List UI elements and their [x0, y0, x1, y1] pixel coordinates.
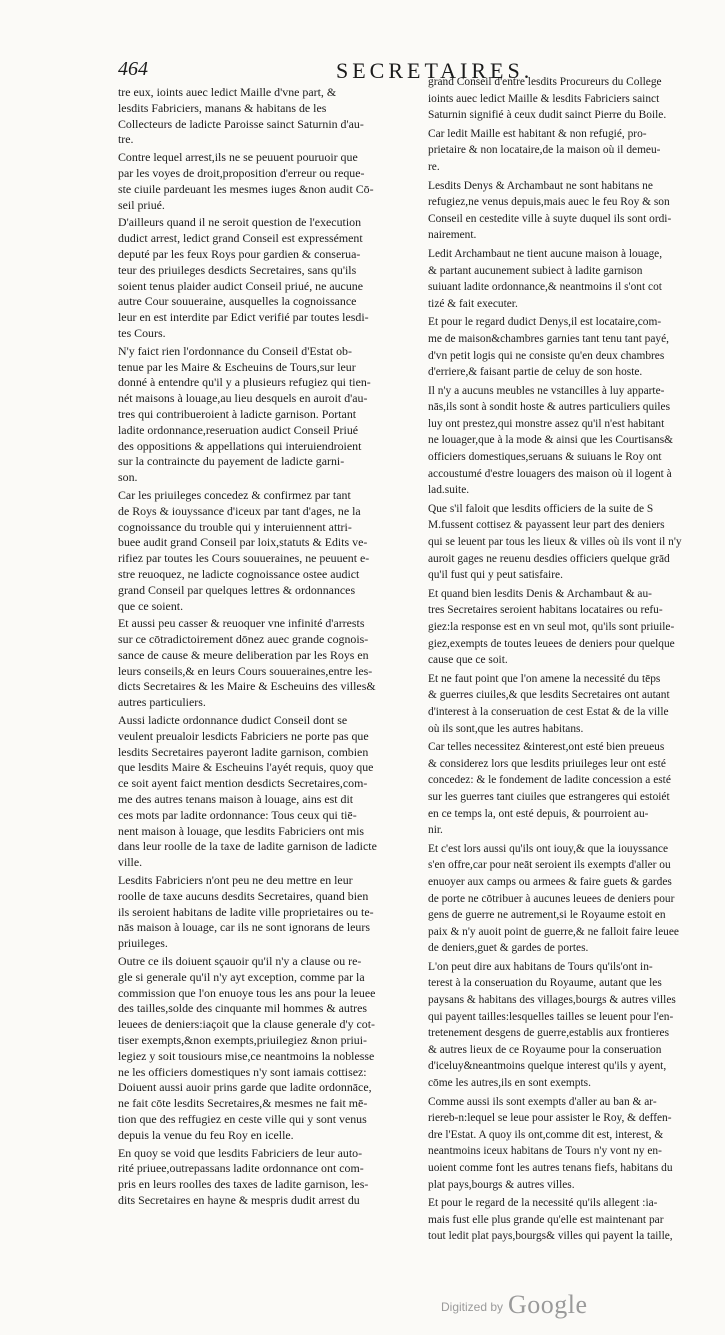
paragraph — [118, 616, 414, 711]
text-line: autre Cour souueraine, ausquelles la cognoissance — [118, 294, 357, 309]
text-line: ce soit ayent faict mention desdicts Secretaires,com- — [118, 776, 368, 791]
paragraph — [118, 85, 414, 148]
text-line: Conseil en cestedite ville à suyte duquel ils sont ordi- — [428, 212, 672, 225]
text-line: roolle de taxe aucuns desdits Secretaires, quand bien — [118, 888, 369, 903]
text-line: de Roys & iouyssance d'iceux par tant d'ages, ne la — [118, 503, 361, 518]
text-line: ioints auec ledict Maille & lesdits Fabriciers sainct — [428, 92, 660, 105]
text-line: leur en est interdite par Edict verifié par toutes lesdi- — [118, 310, 369, 325]
text-line: lad.suite. — [428, 484, 470, 497]
text-line: leurs conseils,& en leurs Cours souueraines,entre les- — [118, 663, 373, 678]
text-line: deputé par les feux Roys pour gardien & conserua- — [118, 246, 361, 261]
text-line: dits Secretaires en hayne & mespris dudit arrest du — [118, 1192, 360, 1207]
text-line: dicts Secretaires & les Maire & Escheuins des villes& — [118, 679, 376, 694]
text-line: tes Cours. — [118, 325, 166, 340]
text-line: cognoissance du trouble qui y interuiennent attri- — [118, 519, 352, 534]
text-line: veulent preualoir lesdicts Fabriciers ne porte pas que — [118, 728, 369, 743]
text-line: sur les guerres tant ciuiles que estrangeres qui estoiét — [428, 790, 670, 803]
paragraph — [118, 713, 414, 871]
text-line: d'iceluy&neantmoins quelque interest qu'ils y ayent, — [428, 1060, 667, 1073]
text-line: Doiuent aussi auoir prins garde que ladite ordonnāce, — [118, 1080, 372, 1095]
text-line: riereb-n:lequel se leue pour assister le Roy, & deffen- — [428, 1112, 672, 1125]
text-line: ville. — [118, 855, 143, 870]
text-line: s'en offre,car pour neāt seroient ils exempts d'aller ou — [428, 859, 671, 872]
text-line: priuileges. — [118, 936, 168, 951]
text-line: sur la contraincte du payement de ladicte garni- — [118, 454, 345, 469]
text-line: rité priuee,outrepassans ladite ordonnance ont com- — [118, 1161, 364, 1176]
text-line: D'ailleurs quand il ne seroit question de l'execution — [118, 215, 362, 230]
text-line: commission que l'on enuoye tous les ans pour la leuee — [118, 985, 376, 1000]
text-line: Outre ce ils doiuent sçauoir qu'il n'y a clause ou re- — [118, 954, 362, 969]
paragraph — [428, 1094, 710, 1194]
text-line: qui payent tailles:lesquelles tailles se leuent pour l'en- — [428, 1010, 674, 1023]
text-line: Car telles necessitez &interest,ont esté bien preueus — [428, 741, 665, 754]
text-line: Et pour le regard dudict Denys,il est locataire,com- — [428, 316, 662, 329]
text-line: donné à entendre qu'il y a plusieurs refugiez qui tien- — [118, 375, 371, 390]
text-line: ladite ordonnance,reseruation audict Conseil Priué — [118, 422, 359, 437]
text-line: suiuant ladite ordonnance,& neantmoins il s'ont cot — [428, 281, 662, 294]
text-line: tizé & fait executer. — [428, 297, 518, 310]
digitized-by-label: Digitized by — [441, 1300, 504, 1314]
text-line: seil priué. — [118, 197, 165, 212]
paragraph — [428, 314, 710, 380]
paragraph — [428, 74, 710, 124]
text-line: N'y faict rien l'ordonnance du Conseil d'Estat ob- — [118, 343, 352, 358]
text-line: Saturnin signifié à ceux dudit sainct Pierre du Boile. — [428, 109, 667, 122]
paragraph — [428, 178, 710, 244]
paragraph — [428, 383, 710, 499]
text-line: sur ce cōtradictoirement dōnez auec grande cognois- — [118, 632, 369, 647]
text-line: par les voyes de droit,proposition d'erreur ou reque- — [118, 165, 365, 180]
text-line: Collecteurs de ladicte Paroisse sainct Saturnin d'au- — [118, 116, 364, 131]
text-line: & guerres ciuiles,& que lesdits Secretaires ont autant — [428, 689, 670, 702]
text-line: Et aussi peu casser & reuoquer vne infinité d'arrests — [118, 616, 365, 631]
text-line: tres Secretaires seroient habitans locataires ou refu- — [428, 604, 663, 617]
text-line: & partant aucunement subiect à ladite garnison — [428, 264, 643, 277]
text-line: tretenement desgens de guerre,establis aux frontieres — [428, 1027, 670, 1040]
text-line: leuees de deniers:iaçoit que la clause generale d'y cot- — [118, 1017, 376, 1032]
text-line: enuoyer aux camps ou armees & faire guets & gardes — [428, 875, 672, 888]
text-line: nent maison à louage, que lesdits Fabriciers ont mis — [118, 823, 365, 838]
text-line: gle si generale qu'il n'y ayt exception, comme par la — [118, 969, 365, 984]
paragraph — [428, 959, 710, 1092]
text-line: cause que ce soit. — [428, 654, 508, 667]
text-line: nét maisons à louage,au lieu desquels en auroit d'au- — [118, 391, 368, 406]
text-line: ne louager,que à la mode & ainsi que les Courtisans& — [428, 434, 674, 447]
paragraph — [118, 215, 414, 341]
text-line: que ce soient. — [118, 598, 184, 613]
text-line: ste ciuile pardeuant les mesmes iuges &non audit Cō- — [118, 181, 374, 196]
text-line: ne fait cōte lesdits Secretaires,& mesmes ne fait mē- — [118, 1096, 368, 1111]
text-line: Ledit Archambaut ne tient aucune maison à louage, — [428, 247, 663, 260]
text-line: cōme les autres,ils en sont exempts. — [428, 1077, 591, 1090]
running-title: SECRETAIRES. — [336, 58, 534, 83]
text-line: me des autres tenans maison à louage, ains est dit — [118, 792, 354, 807]
text-line: Il n'y a aucuns meubles ne vstancilles à luy apparte- — [428, 384, 665, 397]
text-line: plat pays,bourgs & autres villes. — [428, 1178, 575, 1191]
text-line: Car les priuileges concedez & confirmez par tant — [118, 487, 351, 502]
text-line: Et pour le regard de la necessité qu'ils allegent :ia- — [428, 1197, 658, 1210]
paragraph — [118, 873, 414, 952]
text-line: qu'il fust qui y peut satisfaire. — [428, 569, 563, 582]
text-line: paysans & habitans des villages,bourgs & autres villes — [428, 994, 676, 1007]
text-line: son. — [118, 470, 138, 485]
text-line: gens de guerre ne autrement,si le Royaume estoit en — [428, 909, 666, 922]
text-line: tre eux, ioints auec ledict Maille d'vne part, & — [118, 85, 337, 99]
text-line: buee audit grand Conseil par loix,statuts & Edits ve- — [118, 535, 368, 550]
text-line: stre reuoquez, ne ladicte cognoissance ostee audict — [118, 566, 360, 581]
paragraph — [118, 1146, 414, 1209]
text-line: tion que des reffugiez en ceste ville qui y sont venus — [118, 1112, 367, 1126]
text-line: Comme aussi ils sont exempts d'aller au ban & ar- — [428, 1095, 657, 1108]
text-line: dre l'Estat. A quoy ils ont,comme dit est, interest, & — [428, 1128, 664, 1141]
text-line: lesdits Fabriciers, manans & habitans de les — [118, 100, 327, 115]
text-line: terest à la conseruation du Royaume, autant que les — [428, 977, 662, 990]
text-line: d'interest à la conseruation de cest Estat & de la ville — [428, 705, 669, 718]
text-line: giez,exempts de toutes leuees de deniers pour quelque — [428, 637, 675, 650]
text-line: & autres lieux de ce Royaume pour la conseruation — [428, 1043, 662, 1056]
text-line: prietaire & non locataire,de la maison où il demeu- — [428, 144, 661, 157]
text-line: où ils sont,que les autres habitans. — [428, 722, 584, 735]
text-line: grand Conseil par quelques lettres & ordonnances — [118, 582, 356, 597]
text-line: autres particuliers. — [118, 695, 206, 710]
text-line: concedez: & le fondement de ladite concession a esté — [428, 774, 671, 787]
paragraph — [428, 501, 710, 584]
text-line: nir. — [428, 824, 443, 837]
paragraph — [428, 739, 710, 839]
text-line: nairement. — [428, 229, 477, 242]
text-line: pris en leurs roolles des taxes de ladite garnison, les- — [118, 1177, 369, 1192]
text-line: officiers domestiques,seruans & suiuans le Roy ont — [428, 451, 662, 464]
text-line: me de maison&chambres garnies tant tenu tant payé, — [428, 332, 670, 345]
text-line: tout ledit plat pays,bourgs& villes qui payent la taille, — [428, 1230, 673, 1243]
left-column — [118, 85, 414, 1211]
text-line: dudict arrest, ledict grand Conseil est expressément — [118, 231, 363, 246]
text-line: des tailles,solde des cinquante mil hommes & autres — [118, 1001, 367, 1016]
paragraph — [118, 344, 414, 486]
text-line: giez:la response est en vn seul mot, qu'ils sont priuile- — [428, 621, 675, 633]
text-line: Lesdits Denys & Archambaut ne sont habitans ne — [428, 179, 653, 192]
text-line: dans leur roolle de la taxe de ladite garnison de ladicte — [118, 839, 377, 854]
page-number: 464 — [118, 58, 148, 80]
text-line: des oppositions & appellations qui interuiendroient — [118, 438, 362, 453]
text-line: paix & n'y auoit point de guerre,& ne falloit faire leuee — [428, 925, 679, 938]
text-line: tre. — [118, 132, 134, 147]
paragraph — [118, 488, 414, 614]
text-line: depuis la venue du feu Roy en icelle. — [118, 1127, 294, 1142]
text-line: de deniers,guet & gardes de portes. — [428, 942, 589, 955]
text-line: Et quand bien lesdits Denis & Archambaut & au- — [428, 587, 652, 600]
text-line: d'vn petit logis qui ne consiste qu'en deux chambres — [428, 349, 665, 362]
digitization-watermark — [441, 1290, 641, 1322]
text-line: grand Conseil d'entre lesdits Procureurs du College — [428, 76, 662, 88]
text-line: ces mots par ladite ordonnance: Tous ceux qui tiē- — [118, 807, 357, 822]
text-line: Que s'il faloit que lesdits officiers de la suite de S — [428, 502, 654, 515]
paragraph — [118, 954, 414, 1144]
text-line: ils seroient habitans de ladite ville proprietaires ou te- — [118, 904, 374, 919]
text-line: nās,ils sont à sondit hoste & autres particuliers quiles — [428, 401, 671, 414]
text-line: rifiez par toutes les Cours souueraines, ne peuuent e- — [118, 551, 370, 566]
text-line: luy ont prestez,qui monstre assez qu'il n'est habitant — [428, 417, 665, 430]
text-line: neantmoins iceux habitans de Tours n'y vont ny en- — [428, 1145, 662, 1158]
text-line: En quoy se void que lesdits Fabriciers de leur auto- — [118, 1145, 363, 1160]
text-line: Car ledit Maille est habitant & non refugié, pro- — [428, 127, 647, 140]
text-line: lesdits Secretaires payeront ladite garnison, combien — [118, 744, 369, 759]
text-line: tres qui contribueroient à ladicte garnison. Portant — [118, 406, 357, 421]
text-line: M.fussent cottisez & payassent leur part des deniers — [428, 519, 665, 532]
text-line: en ce temps la, ont esté depuis, & pourroient au- — [428, 807, 649, 820]
text-line: uoient comme font les autres tenans fiefs, habitans du — [428, 1162, 673, 1174]
text-line: Et c'est lors aussi qu'ils ont iouy,& que la iouyssance — [428, 842, 669, 855]
text-line: tiser exempts,&non exempts,priuilegiez &non priui- — [118, 1033, 367, 1048]
google-logo: Google — [508, 1290, 588, 1319]
text-line: ne les officiers domestiques n'y sont iamais cottisez: — [118, 1064, 367, 1079]
text-line: teur des priuileges desdicts Secretaires, sans qu'ils — [118, 262, 357, 277]
text-line: L'on peut dire aux habitans de Tours qu'ils'ont in- — [428, 960, 653, 973]
text-line: auroit gages ne reuenu desdies officiers quelque grād — [428, 552, 670, 565]
text-line: legiez y soit tousiours mise,ce neantmoins la noblesse — [118, 1048, 375, 1063]
text-line: qui se leuent par tous les lieux & villes où ils vont il n'y — [428, 536, 682, 549]
text-line: & considerez lors que lesdits priuileges leur ont esté — [428, 757, 666, 770]
paragraph — [428, 671, 710, 737]
text-line: Contre lequel arrest,ils ne se peuuent pouruoir que — [118, 150, 358, 165]
text-line: accoustumé d'estre louagers des maison où il logent à — [428, 467, 672, 480]
paragraph — [428, 246, 710, 312]
text-line: tenue par les Maire & Escheuins de Tours,sur leur — [118, 359, 356, 374]
paragraph — [428, 126, 710, 176]
text-line: de porte ne cōtribuer à aucunes leuees de deniers pour — [428, 892, 675, 905]
text-line: d'erriere,& faisant partie de celuy de son hoste. — [428, 366, 643, 379]
text-line: mais fust elle plus grande qu'elle est maintenant par — [428, 1213, 664, 1226]
text-line: que lesdits Maire & Escheuins l'ayét requis, quoy que — [118, 760, 374, 775]
text-line: Aussi ladicte ordonnance dudict Conseil dont se — [118, 713, 348, 728]
text-line: re. — [428, 160, 440, 173]
paragraph — [118, 150, 414, 213]
text-line: soient tenus plaider audict Conseil priué, ne aucune — [118, 278, 364, 293]
right-column — [428, 74, 710, 1247]
text-line: sance de cause & meure deliberation par les Roys en — [118, 647, 369, 662]
text-line: Lesdits Fabriciers n'ont peu ne deu mettre en leur — [118, 873, 353, 888]
paragraph — [428, 586, 710, 669]
paragraph — [428, 1195, 710, 1245]
text-line: Et ne faut point que l'on amene la necessité du tēps — [428, 672, 661, 685]
text-line: nās maison à louage, car ils ne sont ignorans de leurs — [118, 920, 370, 935]
text-line: refugiez,ne venus depuis,mais auec le feu Roy & son — [428, 196, 670, 209]
paragraph — [428, 841, 710, 957]
